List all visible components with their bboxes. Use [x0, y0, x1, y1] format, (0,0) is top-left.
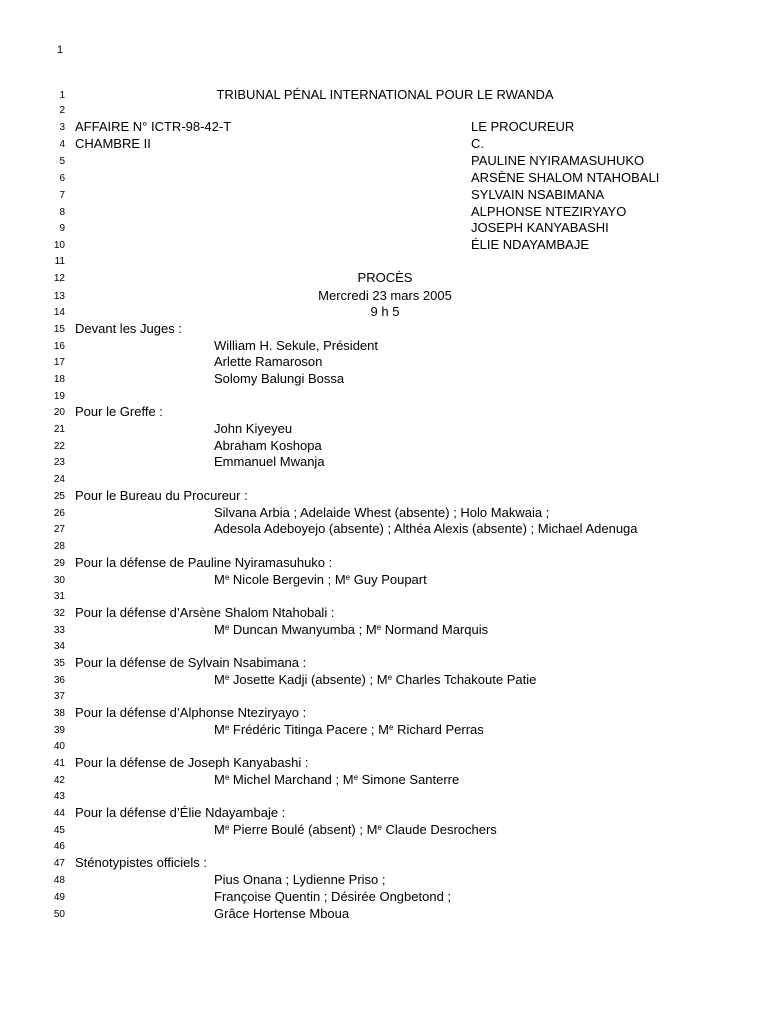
transcript-line	[0, 822, 770, 838]
accused-name: ARSÈNE SHALOM NTAHOBALI	[471, 170, 660, 185]
line-number: 38	[53, 708, 65, 719]
transcript-line	[0, 170, 770, 186]
counsel-name: Claude Desrochers	[385, 822, 497, 837]
transcript-line	[0, 187, 770, 203]
accused-name: ÉLIE NDAYAMBAJE	[471, 237, 589, 252]
line-number: 41	[53, 758, 65, 769]
counsel-title: M	[365, 622, 377, 637]
transcript-line	[0, 388, 770, 404]
transcript-line	[0, 454, 770, 470]
line-number: 11	[54, 256, 65, 267]
defense-label: Pour la défense de Joseph Kanyabashi :	[75, 755, 309, 770]
line-number: 33	[53, 625, 65, 636]
transcript-line	[0, 354, 770, 370]
counsel-title: M	[214, 772, 225, 787]
line-number: 40	[53, 741, 65, 752]
transcript-line	[0, 838, 770, 854]
registry-label: Pour le Greffe :	[75, 404, 163, 419]
line-number: 25	[53, 491, 65, 502]
session-time: 9 h 5	[370, 304, 400, 319]
accused-name: SYLVAIN NSABIMANA	[471, 187, 605, 202]
defense-counsel	[214, 772, 459, 788]
registry-name: Abraham Koshopa	[214, 438, 322, 453]
transcript-line	[0, 102, 770, 118]
counsel-title-suffix: e	[224, 723, 230, 732]
counsel-name: Charles Tchakoute Patie	[395, 672, 537, 687]
transcript-line	[0, 772, 770, 788]
counsel-title: M	[214, 722, 225, 737]
defense-label: Pour la défense d’Arsène Shalom Ntahobali :	[75, 605, 335, 620]
prosecution-names: Silvana Arbia ; Adelaide Whest (absente) ; Holo Makwaia ;	[214, 505, 550, 520]
line-number: 3	[59, 122, 65, 133]
line-number: 17	[53, 357, 65, 368]
prosecutor-label: LE PROCUREUR	[471, 119, 575, 134]
line-number: 45	[53, 825, 65, 836]
transcript-line	[0, 755, 770, 771]
counsel-name: Michel Marchand ;	[232, 772, 343, 787]
transcript-line	[0, 505, 770, 521]
transcript-line	[0, 471, 770, 487]
transcript-line	[0, 304, 770, 320]
prosecution-label: Pour le Bureau du Procureur :	[75, 488, 248, 503]
counsel-name: Richard Perras	[397, 722, 484, 737]
defense-label: Pour la défense de Pauline Nyiramasuhuko :	[75, 555, 333, 570]
line-number: 39	[53, 725, 65, 736]
transcript-line	[0, 572, 770, 588]
transcript-line	[0, 488, 770, 504]
judges-label: Devant les Juges :	[75, 321, 182, 336]
counsel-title: M	[214, 572, 225, 587]
counsel-name: Frédéric Titinga Pacere ;	[232, 722, 379, 737]
judge-name: Arlette Ramaroson	[214, 354, 323, 369]
counsel-name: Normand Marquis	[384, 622, 489, 637]
line-number: 18	[53, 374, 65, 385]
counsel-title-suffix: e	[224, 773, 230, 782]
transcript-line	[0, 153, 770, 169]
counsel-title-suffix: e	[376, 623, 382, 632]
defense-label: Pour la défense d’Alphonse Nteziryayo :	[75, 705, 307, 720]
transcript-line	[0, 705, 770, 721]
line-number: 14	[53, 307, 65, 318]
transcript-line	[0, 204, 770, 220]
transcript-line	[0, 438, 770, 454]
transcript-line	[0, 738, 770, 754]
transcript-line	[0, 136, 770, 152]
transcript-line	[0, 788, 770, 804]
counsel-title: M	[214, 822, 225, 837]
line-number: 20	[53, 407, 65, 418]
counsel-title: M	[334, 572, 346, 587]
line-number: 13	[53, 291, 65, 302]
transcript-line	[0, 253, 770, 269]
line-number: 31	[53, 591, 65, 602]
transcript-line	[0, 338, 770, 354]
transcript-line	[0, 906, 770, 922]
transcript-line	[0, 638, 770, 654]
line-number: 15	[53, 324, 65, 335]
counsel-title-suffix: e	[224, 623, 230, 632]
counsel-title: M	[214, 622, 225, 637]
transcript-line	[0, 288, 770, 304]
line-number: 1	[59, 90, 65, 101]
transcript-line	[0, 688, 770, 704]
stenographers-label: Sténotypistes officiels :	[75, 855, 207, 870]
judge-name: William H. Sekule, Président	[214, 338, 378, 353]
defense-counsel	[214, 572, 427, 588]
counsel-title: M	[342, 772, 354, 787]
line-number: 21	[53, 424, 65, 435]
line-number: 29	[53, 558, 65, 569]
transcript-line	[0, 237, 770, 253]
transcript-line	[0, 538, 770, 554]
accused-name: ALPHONSE NTEZIRYAYO	[471, 204, 627, 219]
judge-name: Solomy Balungi Bossa	[214, 371, 345, 386]
transcript-line	[0, 87, 770, 103]
transcript-line	[0, 270, 770, 286]
line-number: 46	[53, 841, 65, 852]
line-number: 43	[53, 791, 65, 802]
defense-counsel	[214, 822, 497, 838]
accused-name: PAULINE NYIRAMASUHUKO	[471, 153, 645, 168]
line-number: 50	[53, 909, 65, 920]
stenographer-names: Françoise Quentin ; Désirée Ongbetond ;	[214, 889, 452, 904]
transcript-line	[0, 855, 770, 871]
line-number: 48	[53, 875, 65, 886]
counsel-name: Nicole Bergevin ;	[232, 572, 335, 587]
transcript-line	[0, 321, 770, 337]
line-number: 16	[53, 341, 65, 352]
line-number: 32	[53, 608, 65, 619]
counsel-title: M	[378, 722, 389, 737]
transcript-line	[0, 872, 770, 888]
counsel-title-suffix: e	[224, 823, 230, 832]
line-number: 7	[59, 190, 65, 201]
line-number: 36	[53, 675, 65, 686]
line-number: 10	[53, 240, 65, 251]
transcript-line	[0, 605, 770, 621]
transcript-line	[0, 889, 770, 905]
transcript-line	[0, 722, 770, 738]
line-number: 12	[53, 273, 65, 284]
defense-label: Pour la défense d’Élie Ndayambaje :	[75, 805, 286, 820]
line-number: 37	[53, 691, 65, 702]
line-number: 28	[53, 541, 65, 552]
defense-counsel	[214, 622, 488, 638]
line-number: 23	[53, 457, 65, 468]
counsel-title-suffix: e	[389, 723, 394, 732]
session-date: Mercredi 23 mars 2005	[318, 288, 452, 303]
accused-name: JOSEPH KANYABASHI	[471, 220, 609, 235]
counsel-name: Simone Santerre	[361, 772, 460, 787]
line-number: 9	[59, 223, 65, 234]
transcript-line	[0, 805, 770, 821]
line-number: 8	[59, 207, 65, 218]
prosecution-names: Adesola Adeboyejo (absente) ; Althéa Alexis (absente) ; Michael Adenuga	[214, 521, 638, 536]
line-number: 5	[59, 156, 65, 167]
transcript-line	[0, 220, 770, 236]
line-number: 44	[53, 808, 65, 819]
line-number: 30	[53, 575, 65, 586]
transcript-line	[0, 119, 770, 135]
defense-label: Pour la défense de Sylvain Nsabimana :	[75, 655, 307, 670]
chamber-label: CHAMBRE II	[75, 136, 151, 151]
counsel-title: M	[214, 672, 225, 687]
line-number: 19	[53, 391, 65, 402]
counsel-title-suffix: e	[377, 823, 382, 832]
line-number: 4	[59, 139, 65, 150]
transcript-line	[0, 622, 770, 638]
transcript-line	[0, 588, 770, 604]
registry-name: Emmanuel Mwanja	[214, 454, 325, 469]
line-number: 34	[53, 641, 65, 652]
line-number: 47	[53, 858, 65, 869]
stenographer-names: Grâce Hortense Mboua	[214, 906, 350, 921]
counsel-title-suffix: e	[224, 573, 230, 582]
counsel-name: Pierre Boulé (absent) ;	[232, 822, 367, 837]
line-number: 2	[59, 105, 65, 116]
line-number: 6	[59, 173, 65, 184]
registry-name: John Kiyeyeu	[214, 421, 293, 436]
counsel-title-suffix: e	[387, 673, 393, 682]
line-number: 49	[53, 892, 65, 903]
document-title: TRIBUNAL PÉNAL INTERNATIONAL POUR LE RWANDA	[216, 87, 554, 102]
session-title: PROCÈS	[357, 270, 413, 285]
page-number: 1	[57, 44, 64, 56]
counsel-title: M	[376, 672, 388, 687]
counsel-title-suffix: e	[345, 573, 351, 582]
transcript-line	[0, 421, 770, 437]
line-number: 24	[53, 474, 65, 485]
transcript-line	[0, 655, 770, 671]
line-number: 26	[53, 508, 65, 519]
defense-counsel	[214, 722, 484, 738]
case-number: AFFAIRE N° ICTR-98-42-T	[75, 119, 232, 134]
transcript-line	[0, 555, 770, 571]
line-number: 27	[53, 524, 65, 535]
counsel-title-suffix: e	[224, 673, 230, 682]
versus-label: C.	[471, 136, 484, 151]
line-number: 35	[53, 658, 65, 669]
transcript-line	[0, 404, 770, 420]
counsel-name: Josette Kadji (absente) ;	[232, 672, 377, 687]
line-number: 22	[53, 441, 65, 452]
counsel-name: Duncan Mwanyumba ;	[232, 622, 366, 637]
counsel-title: M	[366, 822, 378, 837]
line-number: 42	[53, 775, 65, 786]
defense-counsel	[214, 672, 536, 688]
stenographer-names: Pius Onana ; Lydienne Priso ;	[214, 872, 386, 887]
counsel-name: Guy Poupart	[353, 572, 427, 587]
transcript-line	[0, 371, 770, 387]
transcript-line	[0, 521, 770, 537]
counsel-title-suffix: e	[353, 773, 359, 782]
transcript-line	[0, 672, 770, 688]
